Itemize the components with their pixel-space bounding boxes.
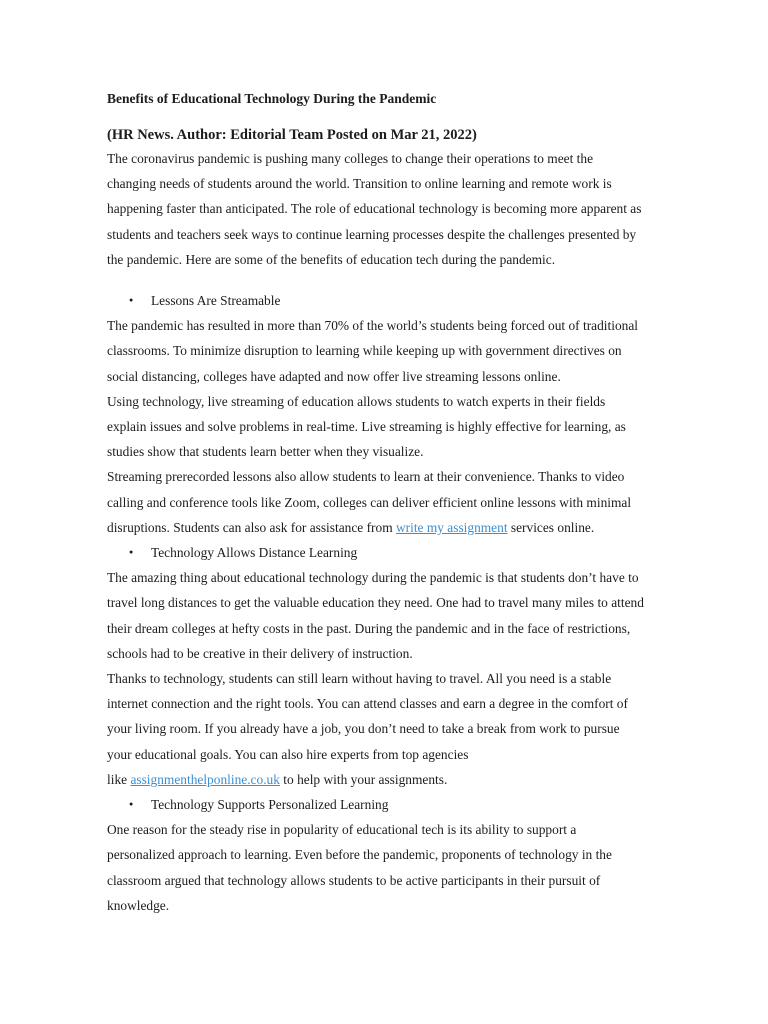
section1-line: The pandemic has resulted in more than 70% of the world’s students being forced out of traditional bbox=[107, 318, 639, 334]
section1-line: classrooms. To minimize disruption to learning while keeping up with government directives on bbox=[107, 343, 622, 359]
intro-line: The coronavirus pandemic is pushing many colleges to change their operations to meet the bbox=[107, 151, 594, 166]
intro-line: the pandemic. Here are some of the benefits of education tech during the pandemic. bbox=[107, 251, 556, 267]
document-title: Benefits of Educational Technology During the Pandemic bbox=[107, 91, 437, 106]
section2-link-prefix: like bbox=[107, 771, 131, 787]
intro-line: changing needs of students around the world. Transition to online learning and remote work is bbox=[107, 176, 612, 192]
bullet-heading-text: Lessons Are Streamable bbox=[151, 293, 281, 309]
section2-line: travel long distances to get the valuable education they need. One had to travel many miles to attend bbox=[107, 595, 644, 611]
bullet-heading-personalized-learning bbox=[107, 792, 667, 817]
section3-line: personalized approach to learning. Even before the pandemic, proponents of technology in the bbox=[107, 847, 612, 863]
section2-line: internet connection and the right tools. You can attend classes and earn a degree in the comfort of bbox=[107, 696, 628, 712]
section2-line-with-link bbox=[107, 767, 667, 792]
section3-line: classroom argued that technology allows students to be active participants in their pursuit of bbox=[107, 872, 601, 888]
bullet-heading-distance-learning bbox=[107, 540, 667, 565]
section3-line: One reason for the steady rise in popularity of educational tech is its ability to support a bbox=[107, 822, 577, 838]
section2-line: Thanks to technology, students can still learn without having to travel. All you need is a stable bbox=[107, 671, 612, 687]
bullet-icon: ● bbox=[129, 800, 134, 809]
section2-line: your living room. If you already have a job, you don’t need to take a break from work to pursue bbox=[107, 721, 620, 737]
document-body bbox=[107, 89, 667, 918]
section1-line: Streaming prerecorded lessons also allow students to learn at their convenience. Thanks to video bbox=[107, 469, 625, 485]
section2-link-suffix: to help with your assignments. bbox=[279, 771, 448, 787]
byline: (HR News. Author: Editorial Team Posted on Mar 21, 2022) bbox=[107, 127, 477, 143]
section1-line: explain issues and solve problems in real-time. Live streaming is highly effective for learning, as bbox=[107, 419, 626, 435]
section2-line: your educational goals. You can also hire experts from top agencies bbox=[107, 746, 469, 762]
assignmenthelponline-link[interactable]: assignmenthelponline.co.uk bbox=[130, 771, 280, 787]
bullet-heading-text: Technology Allows Distance Learning bbox=[151, 545, 358, 561]
section2-line: The amazing thing about educational technology during the pandemic is that students don’t have to bbox=[107, 570, 639, 586]
section3-line: knowledge. bbox=[107, 897, 170, 913]
bullet-heading-text: Technology Supports Personalized Learning bbox=[151, 797, 389, 813]
section1-line-with-link bbox=[107, 515, 667, 540]
section1-link-suffix: services online. bbox=[507, 519, 595, 535]
section1-line: studies show that students learn better when they visualize. bbox=[107, 444, 424, 460]
section2-line: schools had to be creative in their delivery of instruction. bbox=[107, 645, 413, 661]
intro-line: happening faster than anticipated. The role of educational technology is becoming more apparent as bbox=[107, 201, 642, 217]
write-my-assignment-link[interactable]: write my assignment bbox=[395, 519, 508, 535]
bullet-icon: ● bbox=[129, 296, 134, 305]
bullet-heading-streamable bbox=[107, 288, 667, 313]
bullet-icon: ● bbox=[129, 548, 134, 557]
section1-link-prefix: disruptions. Students can also ask for assistance from bbox=[107, 519, 396, 535]
section1-line: social distancing, colleges have adapted and now offer live streaming lessons online. bbox=[107, 368, 561, 384]
section2-line: their dream colleges at hefty costs in the past. During the pandemic and in the face of restrictions, bbox=[107, 620, 631, 636]
section1-line: Using technology, live streaming of education allows students to watch experts in their fields bbox=[107, 393, 606, 409]
intro-line: students and teachers seek ways to continue learning processes despite the challenges presented by bbox=[107, 226, 637, 242]
section1-line: calling and conference tools like Zoom, colleges can deliver efficient online lessons with minimal bbox=[107, 494, 632, 510]
